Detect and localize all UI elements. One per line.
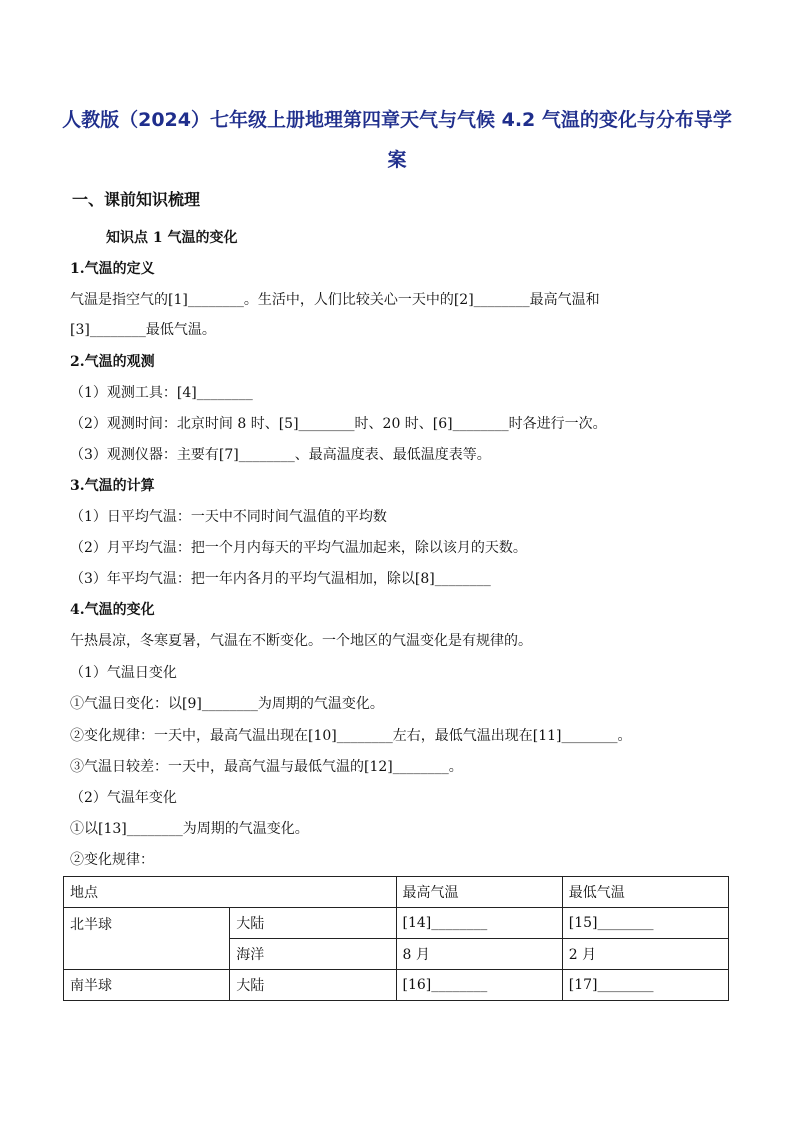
paragraph-line: （2）月平均气温：把一个月内每天的平均气温加起来，除以该月的天数。 <box>70 540 527 556</box>
table-row <box>64 970 729 1001</box>
table-header-min: 最低气温 <box>562 877 728 908</box>
table-cell-blank-14: [14]________ <box>396 908 562 939</box>
table-cell-land: 大陆 <box>230 970 396 1001</box>
paragraph-line: 午热晨凉，冬寒夏暑，气温在不断变化。一个地区的气温变化是有规律的。 <box>70 633 532 649</box>
paragraph-line: ②变化规律： <box>70 852 154 868</box>
table-cell-ocean: 海洋 <box>230 939 396 970</box>
paragraph-line: （3）年平均气温：把一年内各月的平均气温相加，除以[8]________ <box>70 571 491 587</box>
table-cell-blank-15: [15]________ <box>562 908 728 939</box>
subheading-definition: 1.气温的定义 <box>70 261 155 277</box>
table-cell-land: 大陆 <box>230 908 396 939</box>
paragraph-line: ②变化规律：一天中，最高气温出现在[10]________左右，最低气温出现在[11]________。 <box>70 728 632 744</box>
paragraph-line: ①以[13]________为周期的气温变化。 <box>70 821 309 837</box>
paragraph-line: （1）气温日变化 <box>70 665 177 681</box>
table-cell-south: 南半球 <box>64 970 230 1001</box>
table-cell-north: 北半球 <box>64 908 230 970</box>
document-title <box>60 100 734 180</box>
paragraph-line: 气温是指空气的[1]________。生活中，人们比较关心一天中的[2]________最高气温和 <box>70 292 600 308</box>
subheading-observation: 2.气温的观测 <box>70 354 155 370</box>
paragraph-line: （2）观测时间：北京时间 8 时、[5]________时、20 时、[6]________时各进行一次。 <box>70 416 607 432</box>
paragraph-line: [3]________最低气温。 <box>70 322 216 338</box>
table-cell-blank-16: [16]________ <box>396 970 562 1001</box>
section-heading: 一、课前知识梳理 <box>72 190 201 209</box>
table-row <box>64 908 729 939</box>
paragraph-line: （1）观测工具：[4]________ <box>70 385 253 401</box>
table-header-place: 地点 <box>64 877 397 908</box>
paragraph-line: ③气温日较差：一天中，最高气温与最低气温的[12]________。 <box>70 759 463 775</box>
table-header-row <box>64 877 729 908</box>
table-cell-ocean-min: 2 月 <box>562 939 728 970</box>
title-line-1: 人教版（2024）七年级上册地理第四章天气与气候 4.2 气温的变化与分布导学 <box>62 109 732 131</box>
title-line-2: 案 <box>387 149 407 171</box>
paragraph-line: （3）观测仪器：主要有[7]________、最高温度表、最低温度表等。 <box>70 447 491 463</box>
paragraph-line: ①气温日变化：以[9]________为周期的气温变化。 <box>70 696 384 712</box>
table-cell-ocean-max: 8 月 <box>396 939 562 970</box>
table-cell-blank-17: [17]________ <box>562 970 728 1001</box>
subheading-change: 4.气温的变化 <box>70 602 155 618</box>
knowledge-point-heading: 知识点 1 气温的变化 <box>106 230 238 246</box>
subheading-calculation: 3.气温的计算 <box>70 478 155 494</box>
temperature-table <box>63 876 729 1001</box>
table-header-max: 最高气温 <box>396 877 562 908</box>
paragraph-line: （2）气温年变化 <box>70 790 177 806</box>
paragraph-line: （1）日平均气温：一天中不同时间气温值的平均数 <box>70 509 387 525</box>
